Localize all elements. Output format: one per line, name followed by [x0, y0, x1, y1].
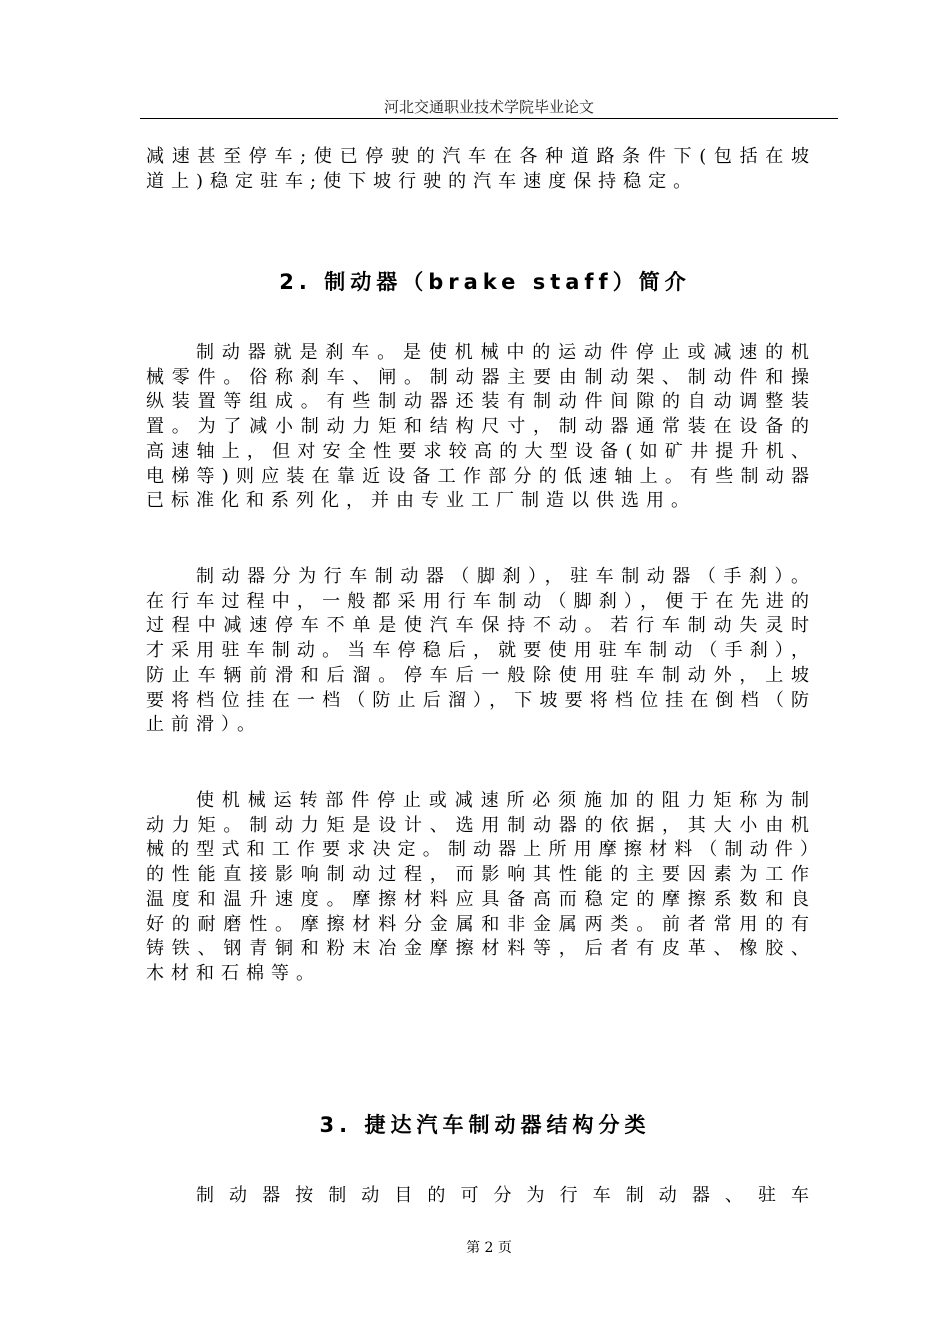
intro-paragraph: 减速甚至停车;使已停驶的汽车在各种道路条件下(包括在坡道上)稳定驻车;使下坡行驶的汽车速度保持稳定。 — [146, 146, 816, 192]
section-3-paragraph-1: 制动器按制动目的可分为行车制动器、驻车 — [196, 1185, 816, 1206]
section-3-heading: 3. 捷达汽车制动器结构分类 — [319, 1113, 651, 1137]
page-header: 河北交通职业技术学院毕业论文 — [383, 98, 594, 116]
section-2-paragraph-3: 使机械运转部件停止或减速所必须施加的阻力矩称为制动力矩。制动力矩是设计、选用制动器的依据，其大小由机械的型式和工作要求决定。制动器上所用摩擦材料（制动件）的性能直接影响制动过程，而影响其性能的主要因素为工作温度和温升速度。摩擦材料应具备高而稳定的摩擦系数和良好的耐磨性。摩擦材料分金属和非金属两类。前者常用的有铸铁、钢青铜和粉末冶金摩擦材料等，后者有皮革、橡胶、木材和石棉等。 — [146, 790, 816, 984]
header-rule — [140, 118, 838, 119]
section-2-heading: 2. 制动器（brake staff）简介 — [279, 270, 691, 294]
section-2-paragraph-1: 制动器就是刹车。是使机械中的运动件停止或减速的机械零件。俗称刹车、闸。制动器主要由制动架、制动件和操纵装置等组成。有些制动器还装有制动件间隙的自动调整装置。为了减小制动力矩和结构尺寸，制动器通常装在设备的高速轴上，但对安全性要求较高的大型设备(如矿井提升机、电梯等)则应装在靠近设备工作部分的低速轴上。有些制动器已标准化和系列化，并由专业工厂制造以供选用。 — [146, 342, 816, 512]
section-2-paragraph-2: 制动器分为行车制动器（脚刹），驻车制动器（手刹）。在行车过程中，一般都采用行车制动（脚刹），便于在先进的过程中减速停车不单是使汽车保持不动。若行车制动失灵时才采用驻车制动。当车停稳后，就要使用驻车制动（手刹），防止车辆前滑和后溜。停车后一般除使用驻车制动外，上坡要将档位挂在一档（防止后溜），下坡要将档位挂在倒档（防止前滑）。 — [146, 566, 816, 736]
page-number: 第 2 页 — [466, 1240, 512, 1256]
